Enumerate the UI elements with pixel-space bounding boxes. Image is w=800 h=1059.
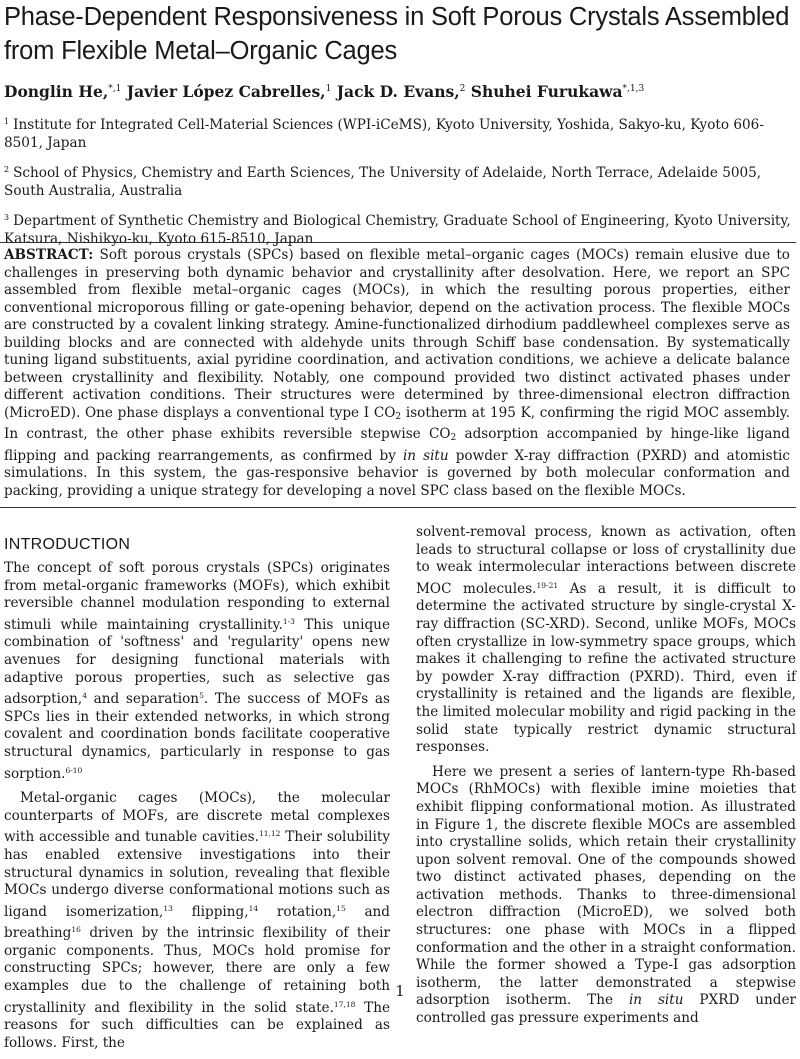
text-run: . The success of MOFs as SPCs lies in their extended networks, in which strong covalent and coordination bonds facilitate cooperative structural dynamics, particularly in response to gas sorption. (4, 691, 391, 782)
citation: 6-10 (65, 765, 83, 775)
abstract-text: powder X-ray diffraction (PXRD) and atomistic simulations. In this system, the gas-responsive behavior is governed by both molecular conformation and packing, providing a unique strategy for developing a novel SPC class based on the flexible MOCs. (4, 447, 791, 499)
abstract-text: Soft porous crystals (SPCs) based on flexible metal–organic cages (MOCs) remain elusive due to challenges in preserving both dynamic behavior and crystallinity after desolvation. Here, we report an SPC assembled from flexible metal–organic cages (MOCs), in which the resulting porous properties, either conventional microporous filling or gate-opening behavior, depend on the activation process. The flexible MOCs are constructed by a covalent linking strategy. Amine-functionalized dirhodium paddlewheel complexes serve as building blocks and are connected with aldehyde units through Schiff base condensation. By systematically tuning ligand substituents, axial pyridine coordination, and activation conditions, we achieve a delicate balance between crystallinity and flexibility. Notably, one compound provided two distinct activated phases under different activation conditions. Their structures were determined by three-dimensional electron diffraction (MicroED). One phase displays a conventional type I CO (4, 247, 790, 421)
text-run: The reasons for such difficulties can be explained as follows. First, the (4, 999, 390, 1051)
text-run: Metal-organic cages (MOCs), the molecular counterparts of MOFs, are discrete metal complexes with accessible and tunable cavities. (4, 790, 390, 846)
author-affil-mark: *,1,3 (622, 84, 645, 94)
author-list (4, 78, 794, 103)
citation: 16 (71, 925, 81, 935)
author-name: Jack D. Evans, (336, 82, 460, 101)
section-heading: INTRODUCTION (4, 536, 131, 553)
subscript: 2 (450, 433, 457, 443)
text-run: Their solubility has enabled extensive investigations into their structural dynamics in solution, revealing that flexible MOCs undergo diverse conformational motions such as ligand isomerization, (4, 829, 390, 920)
author-affil-mark: *,1 (108, 84, 122, 94)
paper-title: Phase-Dependent Responsiveness in Soft Porous Crystals Assembled from Flexible Metal–Organic Cages (4, 3, 790, 65)
text-run: As a result, it is difficult to determine the activated structure by single-crystal X-ray diffraction (SC-XRD). Second, unlike MOFs, MOCs often crystallize in low-symmetry space groups, which makes it challenging to refine the activated structure by powder X-ray diffraction (PXRD). Third, even if crystallinity is retained and the ligands are flexible, the limited molecular mobility and rigid packing in the solid state typically restrict dynamic structural responses. (416, 580, 796, 756)
text-run: driven by the intrinsic flexibility of their organic components. Thus, MOCs hold promise for constructing SPCs; however, there are only a few examples due to the challenge of retaining both crystallinity and flexibility in the solid state. (4, 925, 390, 1016)
affiliation (4, 113, 796, 152)
author-name: Donglin He, (4, 82, 109, 101)
text-run: solvent-removal process, known as activation, often leads to structural collapse or loss of crystallinity due to weak intermolecular interactions between discrete MOC molecules. (416, 524, 796, 597)
citation: 14 (248, 903, 259, 913)
affiliation-text: School of Physics, Chemistry and Earth Sciences, The University of Adelaide, North Terrace, Adelaide 5005, South Australia, Australia (4, 165, 762, 199)
text-run: and separation (87, 691, 200, 708)
citation: 15 (336, 903, 346, 913)
paragraph (4, 560, 390, 783)
text-run: The concept of soft porous crystals (SPCs) originates from metal-organic frameworks (MOFs), which exhibit reversible channel modulation responding to external stimuli while maintaining crystallinity. (4, 560, 390, 633)
affiliation-number: 2 (4, 165, 10, 174)
affiliation-number: 1 (4, 117, 10, 126)
text-run: flipping, (172, 903, 249, 920)
author-affil-mark: 2 (459, 84, 466, 94)
text-run: This unique combination of 'softness' and 'regularity' opens new avenues for designing functional materials with adaptive porous properties, such as selective gas adsorption, (4, 616, 390, 708)
right-column (416, 524, 796, 1035)
citation: 19-21 (536, 580, 559, 590)
text-run: Here we present a series of lantern-type Rh-based MOCs (RhMOCs) with flexible imine moieties that exhibit flipping conformational motion. As illustrated in Figure 1, the discrete flexible MOCs are assembled into crystalline solids, which retain their crystallinity upon solvent removal. One of the compounds showed two distinct activated phases, depending on the activation methods. Thanks to three-dimensional electron diffraction (MicroED), we solved both structures: one phase with MOCs in a flipped conformation and the other in a straight conformation. While the former showed a Type-I gas adsorption isotherm, the latter demonstrated a stepwise adsorption isotherm. The (416, 763, 796, 1009)
abstract-text: isotherm at 195 K, confirming the rigid MOC assembly. In contrast, the other phase exhibits reversible stepwise CO (4, 404, 790, 442)
author-affil-mark: 1 (325, 84, 332, 94)
affiliation-text: Institute for Integrated Cell-Material Sciences (WPI-iCeMS), Kyoto University, Yoshida, Sakyo-ku, Kyoto 606-8501, Japan (4, 117, 764, 151)
italic-term: in situ (402, 447, 449, 464)
abstract-text: adsorption accompanied by hinge-like ligand flipping and packing rearrangements, as confirmed by (4, 426, 790, 464)
author-name: Shuhei Furukawa (470, 82, 623, 101)
page-number: 1 (395, 982, 405, 1000)
paragraph (4, 790, 390, 1052)
paragraph (416, 524, 796, 757)
affiliation-text: Department of Synthetic Chemistry and Biological Chemistry, Graduate School of Engineering, Kyoto University, Katsura, Nishikyo-ku, Kyoto 615-8510, Japan (4, 213, 791, 247)
citation: 5 (199, 691, 204, 701)
citation: 13 (163, 903, 173, 913)
abstract-label: ABSTRACT: (4, 247, 94, 263)
affiliation-number: 3 (4, 213, 10, 222)
citation: 4 (82, 691, 88, 701)
text-run: PXRD under controlled gas pressure experiments and (416, 992, 797, 1027)
subscript: 2 (395, 411, 402, 422)
author-name: Javier López Cabrelles, (126, 82, 326, 101)
citation: 17,18 (333, 999, 356, 1009)
citation: 11,12 (258, 829, 281, 839)
affiliation (4, 161, 796, 200)
text-run: and breathing (4, 903, 391, 942)
abstract-box (0, 242, 796, 508)
italic-term: in situ (628, 992, 684, 1009)
affiliation-list (4, 113, 796, 257)
citation: 1-3 (282, 616, 295, 626)
text-run: rotation, (258, 903, 337, 920)
